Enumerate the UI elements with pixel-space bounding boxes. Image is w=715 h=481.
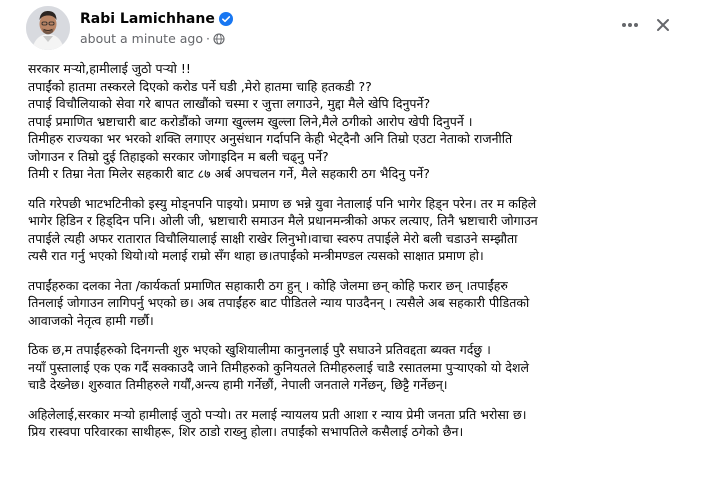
globe-icon[interactable] [213,33,225,45]
post-text-line: तपाई विचौलियाको सेवा गरे बापत लाखौंको चस्मा र जुत्ता लगाउने, मुद्दा मैले खेपि दिनुपर्ने? [28,96,431,111]
post-paragraph [28,341,700,394]
post-text-line: तपाईले त्यही अफर रातारात विचौलियालाई साक्षी राखेर लिनुभो।वाचा स्वरुप तपाईले मेरो बली चडाउने सम्झौता [28,230,518,246]
post-paragraph [28,406,700,441]
close-icon[interactable] [652,14,674,36]
post-paragraph [28,60,700,183]
post-text-line: अहिलेलाई,सरकार मर्‍यो हामीलाई जुठो पर्‍यो। तर मलाई न्यायलय प्रती आशा र न्याय प्रेमी जनता प्रति भरोसा छ। [28,406,527,422]
avatar-portrait-image [26,6,70,50]
author-name[interactable]: Rabi Lamichhane [80,11,215,27]
author-name-row [80,11,233,27]
post-text-line: चाडै देख्नेछ। शुरुवात तिमीहरुले गर्यौं,अन्त्य हामी गर्नेछौं, नेपाली जनताले गर्नेछन्, छिट्टै गर्नेछन्। [28,377,448,392]
post-text-line: आवाजको नेतृत्व हामी गर्छौ। [28,312,154,328]
post-text-line: तिनलाई जोगाउन लागिपर्नु भएको छ। अब तपाईंहरु बाट पीडितले न्याय पाउदैनन् । त्यसैले अब सहकारी पीडितको [28,295,530,310]
post-text-line: सरकार मर्‍यो,हामीलाई जुठो पर्‍यो !! [28,61,191,76]
post-text-line: त्यसै रात गर्नु भएको थियो।यो मलाई राम्रो सँग थाहा छ।तपाईंको मन्त्रीमण्डल त्यसको साक्षात प्रमाण हो। [28,248,484,263]
author-avatar[interactable] [26,6,70,50]
post-text-line: जोगाउन र तिम्रो दुई तिहाइको सरकार जोगाइदिन म बली चढ्नु पर्ने? [28,148,329,164]
post-text-line: तपाईंहरुका दलका नेता /कार्यकर्ता प्रमाणित सहाकारी ठग हुन् । कोहि जेलमा छन् कोहि फरार छन् ।तपाईंहरु [28,277,508,293]
post-text-line: तपाईंको हातमा तस्करले दिएको करोड पर्ने घडी ,मेरो हातमा चाहि हतकडी ?? [28,78,372,94]
post-text-line: तपाई प्रमाणित भ्रष्टाचारी बाट करोडौंको जग्गा खुल्लम खुल्ला लिने,मैले ठगीको आरोप खेपी दिनुपर्ने । [28,113,473,129]
post-text-line: तिमीहरु राज्यका भर भरको शक्ति लगाएर अनुसंधान गर्दापनि केही भेट्दैनौ अनि तिम्रो एउटा नेताको राजनीति [28,131,513,146]
post-paragraph [28,195,700,265]
post-timestamp[interactable]: about a minute ago [80,31,203,46]
post-text-line: ठिक छ,म तपाईंहरुको दिनगन्ती शुरु भएको खुशियालीमा कानुनलाई पुरै सघाउने प्रतिवद्दता ब्यक्त गर्दछु । [28,342,491,357]
post-text-line: यति गरेपछी भाटभटिनीको इस्यु मोड्नपनि पाइयो। प्रमाण छ भन्ने युवा नेतालाई पनि भागेर हिड्न परेन। तर म कहिले [28,195,537,211]
post-text-line: तिमी र तिम्रा नेता मिलेर सहकारी बाट ८७ अर्ब अपचलन गर्ने, मैले सहकारी ठग भैदिनु पर्ने? [28,166,430,181]
post-text-line: भागेर हिडिन र हिड्दिन पनि। ओली जी, भ्रष्टाचारी समाउन मैले प्रधानमन्त्रीको अफर लत्याए, तिनै भ्रष्टाचारी जोगाउन [28,213,538,228]
more-options-icon[interactable] [620,15,640,35]
post-paragraph [28,277,700,330]
post-text-line: नयाँ पुस्तालाई एक एक गर्दै सक्काउदै जाने तिमीहरुको कुनियतले तिमीहरुलाई चाडै रसातलमा पुर्‍याएको यो देशले [28,359,529,375]
post-body [28,60,700,453]
post-meta [80,31,225,46]
meta-separator: · [205,31,210,46]
post-text-line: प्रिय रास्वपा परिवारका साथीहरू, शिर ठाडो राख्नु होला। तपाईंको सभापतिले कसैलाई ठगेको छैन। [28,424,464,439]
post-header [0,0,715,58]
verified-badge-icon [219,12,233,26]
